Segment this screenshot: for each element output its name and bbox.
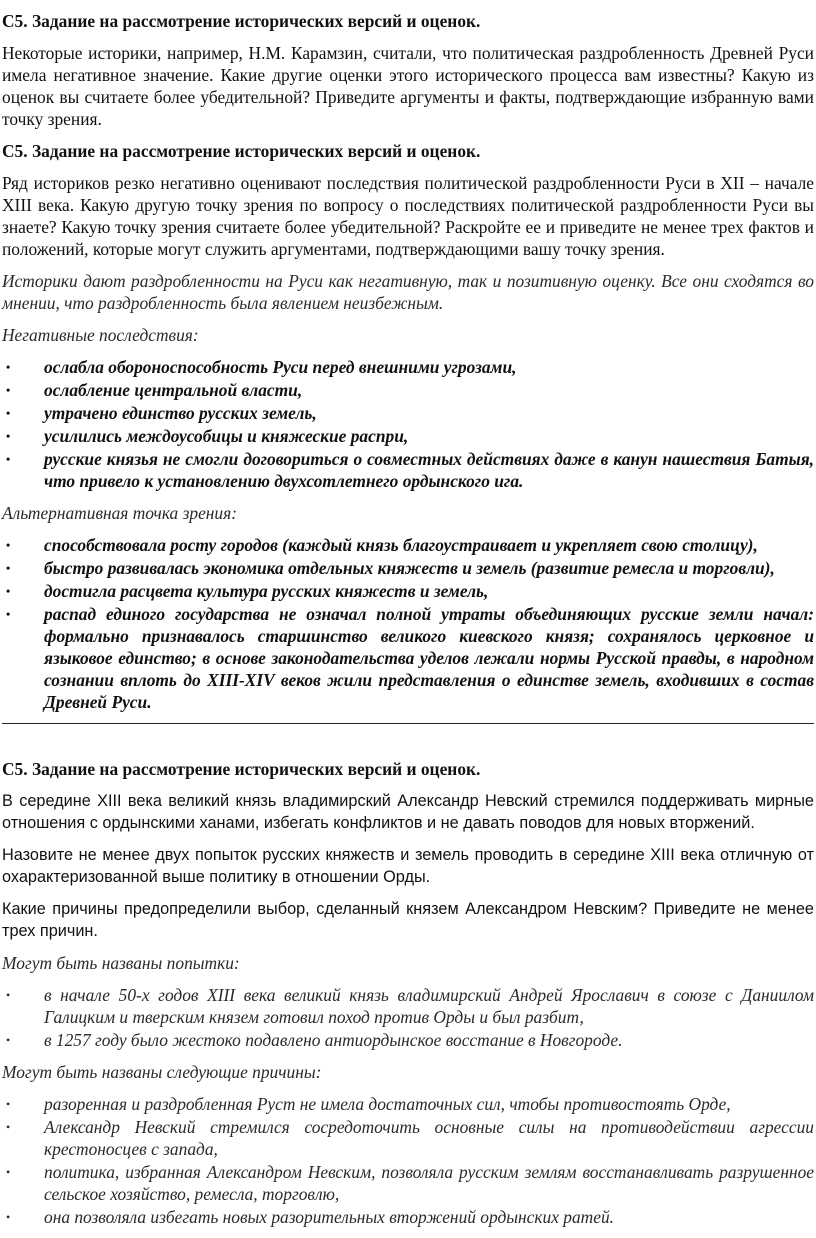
list-item: • достигла расцвета культура русских княжеств и земель, xyxy=(6,581,489,601)
reasons-label: Могут быть названы следующие причины: xyxy=(2,1062,322,1082)
list-item: • она позволяла избегать новых разорительных вторжений ордынских ратей. xyxy=(6,1207,614,1227)
list-item: • распад единого государства не означал полной утраты объединяющих русские земли начал: формально признавалось старшинство великого киевского князя; сохранялось церковное и языковое единство; в основе законодательства уделов лежали нормы Русской правды, в народном сознании вплоть до XIII-XIV веков жили представления о единстве земель, входивших в состав Древней Руси. xyxy=(6,604,814,712)
answer-intro: Историки дают раздробленности на Руси как негативную, так и позитивную оценку. Все они сходятся во мнении, что раздробленность была явлением неизбежным. xyxy=(2,271,814,313)
negative-consequences-list xyxy=(2,356,814,492)
list-item: • Александр Невский стремился сосредоточить основные силы на противодействии агрессии крестоносцев с запада, xyxy=(6,1117,814,1159)
list-item: • в начале 50-х годов XIII века великий князь владимирский Андрей Ярославич в союзе с Даниилом Галицким и тверским князем готовил поход против Орды и был разбит, xyxy=(6,985,814,1027)
task-text: Какие причины предопределили выбор, сделанный князем Александром Невским? Приведите не менее трех причин. xyxy=(2,900,814,940)
list-item: • ослабление центральной власти, xyxy=(6,380,303,400)
task-section-3 xyxy=(2,758,814,1228)
task-section-1 xyxy=(2,10,814,130)
list-item: • быстро развивалась экономика отдельных княжеств и земель (развитие ремесла и торговли), xyxy=(6,558,775,578)
list-item: • русские князья не смогли договориться о совместных действиях даже в канун нашествия Батыя, что привело к установлению двухсотлетнего ордынского ига. xyxy=(6,449,814,491)
alternative-view-list xyxy=(2,534,814,713)
list-item: • в 1257 году было жестоко подавлено антиордынское восстание в Новгороде. xyxy=(6,1030,623,1050)
bullet-icon: • xyxy=(6,383,11,397)
task-heading: С5. Задание на рассмотрение исторических версий и оценок. xyxy=(2,141,481,161)
list-item: • ослабла обороноспособность Руси перед внешними угрозами, xyxy=(6,357,517,377)
bullet-icon: • xyxy=(6,1033,11,1047)
alternative-view-label: Альтернативная точка зрения: xyxy=(2,503,237,523)
task-text: Ряд историков резко негативно оценивают последствия политической раздробленности Руси в XII – начале XIII века. Какую другую точку зрения по вопросу о последствиях политической раздробленности Руси вы знаете? Какую точку зрения считаете более убедительной? Раскройте ее и приведите не менее трех фактов и положений, которые могут служить аргументами, подтверждающими вашу точку зрения. xyxy=(2,173,814,259)
task-text: Назовите не менее двух попыток русских княжеств и земель проводить в середине XIII века отличную от охарактеризованной выше политику в отношении Орды. xyxy=(2,846,814,886)
task-heading: С5. Задание на рассмотрение исторических версий и оценок. xyxy=(2,759,481,779)
task-heading: С5. Задание на рассмотрение исторических версий и оценок. xyxy=(2,11,481,31)
bullet-icon: • xyxy=(6,988,11,1002)
attempts-label: Могут быть названы попытки: xyxy=(2,953,240,973)
task-section-2 xyxy=(2,140,814,713)
bullet-icon: • xyxy=(6,1120,11,1134)
section-divider xyxy=(2,723,814,724)
list-item: • политика, избранная Александром Невским, позволяла русским землям восстанавливать разрушенное сельское хозяйство, ремесла, торговлю, xyxy=(6,1162,814,1204)
bullet-icon: • xyxy=(6,429,11,443)
bullet-icon: • xyxy=(6,538,11,552)
attempts-list xyxy=(2,984,814,1051)
bullet-icon: • xyxy=(6,360,11,374)
list-item: • разоренная и раздробленная Руст не имела достаточных сил, чтобы противостоять Орде, xyxy=(6,1094,731,1114)
bullet-icon: • xyxy=(6,406,11,420)
bullet-icon: • xyxy=(6,584,11,598)
negative-consequences-label: Негативные последствия: xyxy=(2,325,199,345)
list-item: • способствовала росту городов (каждый князь благоустраивает и укрепляет свою столицу), xyxy=(6,535,758,555)
bullet-icon: • xyxy=(6,1097,11,1111)
task-text: Некоторые историки, например, Н.М. Карамзин, считали, что политическая раздробленность Древней Руси имела негативное значение. Какие другие оценки этого исторического процесса вам известны? Какую из оценок вы считаете более убедительной? Приведите аргументы и факты, подтверждающие избранную вами точку зрения. xyxy=(2,43,814,129)
bullet-icon: • xyxy=(6,561,11,575)
list-item: • утрачено единство русских земель, xyxy=(6,403,317,423)
bullet-icon: • xyxy=(6,1165,11,1179)
task-text: В середине XIII века великий князь владимирский Александр Невский стремился поддерживать мирные отношения с ордынскими ханами, избегать конфликтов и не давать поводов для новых вторжений. xyxy=(2,792,814,832)
bullet-icon: • xyxy=(6,452,11,466)
list-item: • усилились междоусобицы и княжеские распри, xyxy=(6,426,409,446)
bullet-icon: • xyxy=(6,1210,11,1224)
bullet-icon: • xyxy=(6,607,11,621)
